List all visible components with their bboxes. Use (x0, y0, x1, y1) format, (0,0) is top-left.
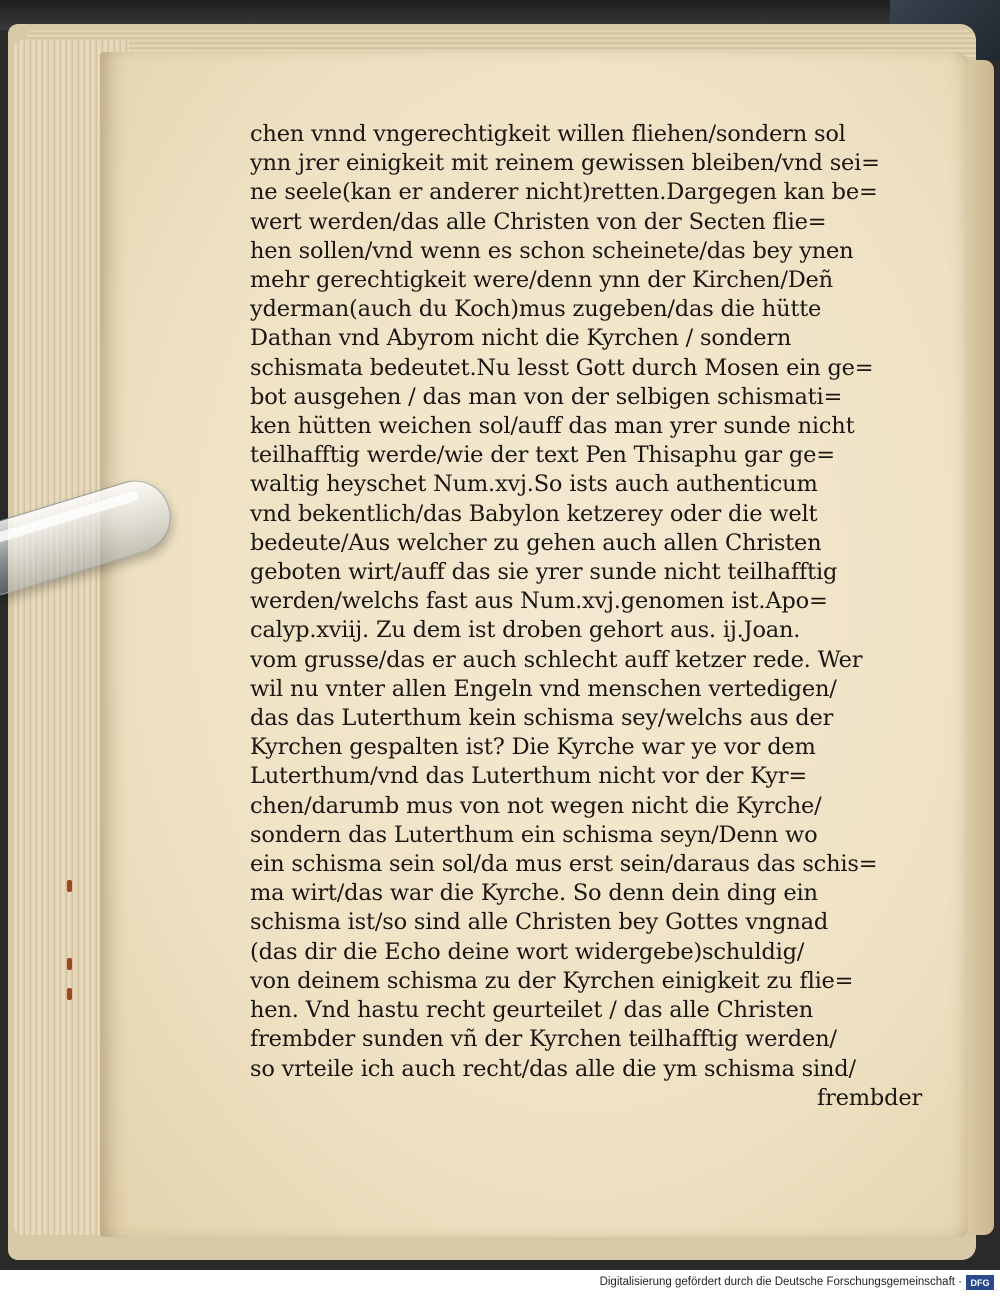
page-marker (67, 958, 72, 970)
catchword: frembder (816, 1084, 922, 1111)
text-line: geboten wirt/auff das sie yrer sunde nicht teilhafftig (250, 559, 838, 586)
text-line: ynn jrer einigkeit mit reinem gewissen bleiben/vnd sei= (250, 150, 880, 177)
text-line: (das dir die Echo deine wort widergebe)schuldig/ (250, 938, 805, 965)
text-line: Dathan vnd Abyrom nicht die Kyrchen / sondern (250, 325, 792, 352)
text-line: so vrteile ich auch recht/das alle die ym schisma sind/ (250, 1055, 856, 1082)
text-line: Kyrchen gespalten ist? Die Kyrche war ye vor dem (250, 734, 816, 761)
text-line: ma wirt/das war die Kyrche. So denn dein ding ein (250, 880, 818, 907)
text-line: schismata bedeutet.Nu lesst Gott durch Mosen ein ge= (250, 354, 874, 381)
text-line: wil nu vnter allen Engeln vnd menschen vertedigen/ (250, 675, 837, 702)
text-line: das das Luterthum kein schisma sey/welchs aus der (250, 705, 834, 732)
text-line: bot ausgehen / das man von der selbigen schismati= (250, 383, 843, 410)
text-line: vom grusse/das er auch schlecht auff ketzer rede. Wer (250, 646, 863, 673)
text-line: schisma ist/so sind alle Christen bey Gottes vngnad (250, 909, 829, 936)
text-line: calyp.xviij. Zu dem ist droben gehort aus. ij.Joan. (250, 617, 801, 644)
text-line: hen sollen/vnd wenn es schon scheinete/das bey ynen (250, 237, 854, 264)
text-line: wert werden/das alle Christen von der Secten flie= (250, 208, 827, 235)
page-marker (67, 988, 72, 1000)
text-line: ken hütten weichen sol/auff das man yrer sunde nicht (250, 413, 855, 440)
text-line: werden/welchs fast aus Num.xvj.genomen ist.Apo= (250, 588, 828, 615)
text-line: sondern das Luterthum ein schisma seyn/Denn wo (250, 821, 818, 848)
text-line: frembder sunden vñ der Kyrchen teilhafftig werden/ (250, 1026, 837, 1053)
funding-credit: Digitalisierung gefördert durch die Deutsche Forschungsgemeinschaft · (599, 1276, 962, 1288)
text-line: hen. Vnd hastu recht geurteilet / das alle Christen (250, 997, 813, 1024)
text-line: vnd bekentlich/das Babylon ketzerey oder die welt (250, 500, 818, 527)
footer-bar (0, 1270, 1000, 1296)
dfg-logo: DFG (966, 1275, 994, 1290)
text-line: Luterthum/vnd das Luterthum nicht vor der Kyr= (250, 763, 808, 790)
text-line: bedeute/Aus welcher zu gehen auch allen Christen (250, 529, 822, 556)
text-line: yderman(auch du Koch)mus zugeben/das die hütte (250, 296, 822, 323)
text-line: chen vnnd vngerechtigkeit willen fliehen/sondern sol (250, 121, 846, 147)
text-line: ne seele(kan er anderer nicht)retten.Dargegen kan be= (250, 179, 878, 206)
text-line: waltig heyschet Num.xvj.So ists auch authenticum (250, 471, 818, 498)
text-line: chen/darumb mus von not wegen nicht die Kyrche/ (250, 792, 822, 819)
page-text (250, 120, 930, 1113)
page-marker (67, 880, 72, 892)
page-gutter (968, 60, 994, 1235)
text-line: von deinem schisma zu der Kyrchen einigkeit zu flie= (250, 967, 854, 994)
text-line: ein schisma sein sol/da mus erst sein/daraus das schis= (250, 851, 878, 878)
text-line: teilhafftig werde/wie der text Pen Thisaphu gar ge= (250, 442, 835, 469)
text-line: mehr gerechtigkeit were/denn ynn der Kirchen/Deñ (250, 267, 833, 294)
